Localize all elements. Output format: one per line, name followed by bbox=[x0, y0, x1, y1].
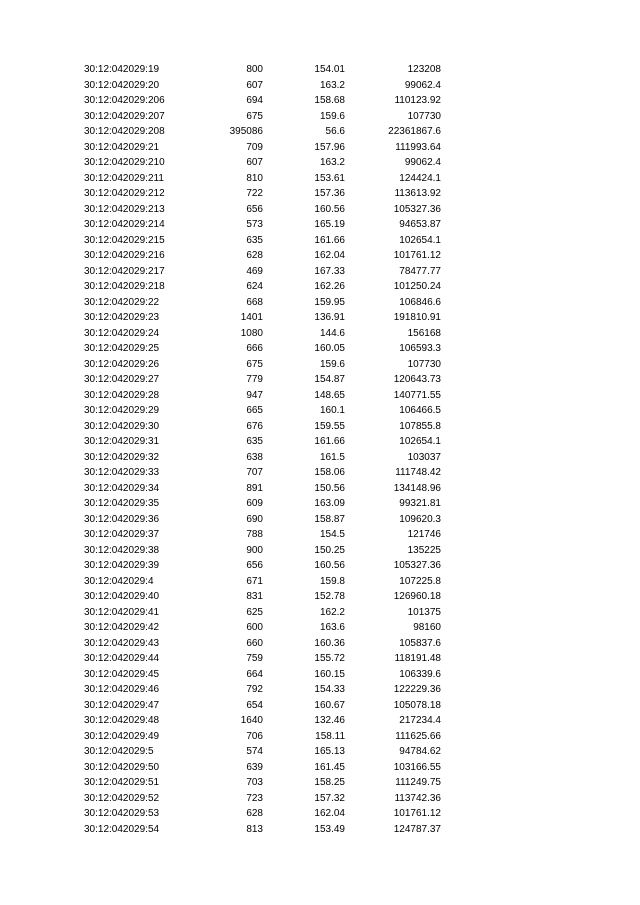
cadastral-number-cell: 30:12:042029:32 bbox=[84, 451, 160, 463]
table-row bbox=[0, 264, 640, 280]
value-b-cell: 157.36 bbox=[314, 188, 345, 199]
value-a-cell: 1640 bbox=[240, 715, 263, 726]
table-row bbox=[0, 636, 640, 652]
cadastral-number-cell: 30:12:042029:19 bbox=[84, 64, 160, 75]
table-row bbox=[0, 419, 640, 435]
cadastral-number-cell: 30:12:042029:50 bbox=[84, 761, 160, 773]
value-b-cell: 167.33 bbox=[314, 265, 345, 277]
value-a-cell: 723 bbox=[246, 792, 263, 804]
value-c-cell: 99062.4 bbox=[404, 157, 441, 168]
cadastral-number-cell: 30:12:042029:37 bbox=[84, 529, 160, 540]
cadastral-number-cell: 30:12:042029:210 bbox=[84, 157, 165, 168]
value-c-cell: 106846.6 bbox=[399, 296, 441, 308]
value-b-cell: 162.26 bbox=[314, 281, 345, 292]
cadastral-number-cell: 30:12:042029:216 bbox=[84, 250, 165, 261]
value-a-cell: 607 bbox=[246, 79, 263, 91]
value-b-cell: 163.2 bbox=[319, 157, 345, 168]
value-a-cell: 668 bbox=[246, 296, 263, 308]
cadastral-number-cell: 30:12:042029:40 bbox=[84, 591, 160, 602]
table-row bbox=[0, 450, 640, 466]
value-c-cell: 134148.96 bbox=[393, 482, 441, 494]
value-b-cell: 160.67 bbox=[314, 699, 345, 711]
cadastral-number-cell: 30:12:042029:217 bbox=[84, 265, 165, 277]
value-b-cell: 150.56 bbox=[314, 482, 345, 494]
value-c-cell: 113742.36 bbox=[394, 792, 441, 804]
value-a-cell: 607 bbox=[246, 157, 263, 168]
value-b-cell: 158.11 bbox=[315, 730, 345, 742]
value-a-cell: 660 bbox=[246, 637, 263, 649]
value-c-cell: 123208 bbox=[407, 64, 441, 75]
cadastral-number-cell: 30:12:042029:22 bbox=[84, 296, 160, 308]
value-c-cell: 22361867.6 bbox=[388, 126, 441, 137]
value-c-cell: 107225.8 bbox=[399, 575, 441, 587]
value-b-cell: 161.66 bbox=[314, 436, 345, 447]
value-c-cell: 124787.37 bbox=[393, 823, 441, 835]
value-c-cell: 106466.5 bbox=[399, 405, 441, 416]
value-c-cell: 126960.18 bbox=[393, 591, 441, 602]
cadastral-number-cell: 30:12:042029:35 bbox=[84, 498, 160, 509]
value-b-cell: 132.46 bbox=[314, 715, 345, 726]
value-a-cell: 706 bbox=[246, 730, 263, 742]
value-a-cell: 707 bbox=[246, 467, 263, 478]
cadastral-number-cell: 30:12:042029:206 bbox=[84, 95, 165, 106]
value-c-cell: 102654.1 bbox=[399, 234, 441, 246]
table-row bbox=[0, 512, 640, 528]
cadastral-number-cell: 30:12:042029:29 bbox=[84, 405, 160, 416]
value-b-cell: 159.95 bbox=[314, 296, 345, 308]
table-row bbox=[0, 465, 640, 481]
value-b-cell: 161.66 bbox=[314, 234, 345, 246]
value-c-cell: 107730 bbox=[407, 358, 441, 370]
table-row bbox=[0, 93, 640, 109]
value-b-cell: 159.6 bbox=[319, 358, 345, 370]
cadastral-number-cell: 30:12:042029:20 bbox=[84, 79, 160, 91]
table-row bbox=[0, 605, 640, 621]
value-c-cell: 101761.12 bbox=[393, 808, 441, 819]
value-a-cell: 638 bbox=[246, 451, 263, 463]
value-a-cell: 666 bbox=[246, 343, 263, 354]
value-b-cell: 162.04 bbox=[314, 250, 345, 261]
value-a-cell: 624 bbox=[246, 281, 263, 292]
table-row bbox=[0, 496, 640, 512]
table-row bbox=[0, 481, 640, 497]
value-b-cell: 158.25 bbox=[314, 777, 345, 788]
table-row bbox=[0, 233, 640, 249]
table-row bbox=[0, 140, 640, 156]
value-c-cell: 105327.36 bbox=[393, 203, 441, 215]
cadastral-number-cell: 30:12:042029:39 bbox=[84, 560, 160, 571]
table-row bbox=[0, 527, 640, 543]
value-c-cell: 140771.55 bbox=[393, 389, 441, 401]
value-b-cell: 163.2 bbox=[319, 79, 345, 91]
cadastral-number-cell: 30:12:042029:51 bbox=[84, 777, 160, 788]
value-a-cell: 891 bbox=[246, 482, 263, 494]
cadastral-number-cell: 30:12:042029:31 bbox=[84, 436, 160, 447]
value-b-cell: 136.91 bbox=[314, 312, 345, 323]
value-b-cell: 154.5 bbox=[319, 529, 345, 540]
value-a-cell: 703 bbox=[246, 777, 263, 788]
value-c-cell: 78477.77 bbox=[399, 265, 441, 277]
value-c-cell: 122229.36 bbox=[393, 684, 441, 695]
value-a-cell: 1401 bbox=[240, 312, 263, 323]
value-c-cell: 111249.75 bbox=[395, 777, 441, 788]
value-c-cell: 111993.64 bbox=[395, 141, 441, 153]
value-c-cell: 106339.6 bbox=[399, 668, 441, 680]
table-row bbox=[0, 775, 640, 791]
value-a-cell: 656 bbox=[246, 560, 263, 571]
value-b-cell: 160.56 bbox=[314, 203, 345, 215]
cadastral-number-cell: 30:12:042029:24 bbox=[84, 327, 160, 339]
value-b-cell: 56.6 bbox=[325, 126, 345, 137]
table-row bbox=[0, 388, 640, 404]
table-row bbox=[0, 295, 640, 311]
value-a-cell: 722 bbox=[246, 188, 263, 199]
table-row bbox=[0, 326, 640, 342]
table-row bbox=[0, 620, 640, 636]
value-c-cell: 106593.3 bbox=[399, 343, 441, 354]
value-a-cell: 628 bbox=[246, 250, 263, 261]
table-row bbox=[0, 171, 640, 187]
cadastral-number-cell: 30:12:042029:53 bbox=[84, 808, 160, 819]
value-a-cell: 831 bbox=[246, 591, 263, 602]
cadastral-number-cell: 30:12:042029:42 bbox=[84, 622, 160, 633]
data-table bbox=[0, 62, 640, 837]
table-row bbox=[0, 62, 640, 78]
value-a-cell: 635 bbox=[246, 234, 263, 246]
value-a-cell: 574 bbox=[246, 746, 263, 757]
value-a-cell: 800 bbox=[246, 64, 263, 75]
cadastral-number-cell: 30:12:042029:214 bbox=[84, 219, 165, 230]
value-b-cell: 161.45 bbox=[314, 761, 345, 773]
value-c-cell: 113613.92 bbox=[394, 188, 441, 199]
value-c-cell: 109620.3 bbox=[399, 513, 441, 525]
value-a-cell: 1080 bbox=[240, 327, 263, 339]
table-row bbox=[0, 822, 640, 838]
value-a-cell: 628 bbox=[246, 808, 263, 819]
table-row bbox=[0, 806, 640, 822]
value-a-cell: 656 bbox=[246, 203, 263, 215]
table-row bbox=[0, 217, 640, 233]
cadastral-number-cell: 30:12:042029:49 bbox=[84, 730, 160, 742]
value-b-cell: 159.8 bbox=[319, 575, 345, 587]
cadastral-number-cell: 30:12:042029:38 bbox=[84, 544, 160, 556]
value-b-cell: 160.56 bbox=[314, 560, 345, 571]
cadastral-number-cell: 30:12:042029:211 bbox=[84, 172, 164, 184]
value-a-cell: 609 bbox=[246, 498, 263, 509]
table-row bbox=[0, 310, 640, 326]
value-c-cell: 111748.42 bbox=[395, 467, 441, 478]
value-c-cell: 110123.92 bbox=[394, 95, 441, 106]
cadastral-number-cell: 30:12:042029:45 bbox=[84, 668, 160, 680]
value-a-cell: 664 bbox=[246, 668, 263, 680]
value-b-cell: 154.33 bbox=[314, 684, 345, 695]
cadastral-number-cell: 30:12:042029:54 bbox=[84, 823, 160, 835]
value-b-cell: 165.13 bbox=[314, 746, 345, 757]
value-a-cell: 779 bbox=[246, 374, 263, 385]
value-c-cell: 101250.24 bbox=[393, 281, 441, 292]
value-a-cell: 469 bbox=[246, 265, 263, 277]
value-c-cell: 102654.1 bbox=[399, 436, 441, 447]
value-b-cell: 163.09 bbox=[314, 498, 345, 509]
table-row bbox=[0, 543, 640, 559]
value-a-cell: 676 bbox=[246, 420, 263, 432]
table-row bbox=[0, 667, 640, 683]
table-row bbox=[0, 109, 640, 125]
table-row bbox=[0, 760, 640, 776]
cadastral-number-cell: 30:12:042029:46 bbox=[84, 684, 160, 695]
cadastral-number-cell: 30:12:042029:218 bbox=[84, 281, 165, 292]
value-b-cell: 160.36 bbox=[314, 637, 345, 649]
value-c-cell: 103037 bbox=[407, 451, 441, 463]
value-a-cell: 690 bbox=[246, 513, 263, 525]
value-c-cell: 94784.62 bbox=[399, 746, 441, 757]
cadastral-number-cell: 30:12:042029:33 bbox=[84, 467, 160, 478]
table-row bbox=[0, 589, 640, 605]
cadastral-number-cell: 30:12:042029:207 bbox=[84, 110, 165, 122]
value-a-cell: 654 bbox=[246, 699, 263, 711]
table-row bbox=[0, 279, 640, 295]
cadastral-number-cell: 30:12:042029:48 bbox=[84, 715, 160, 726]
value-a-cell: 600 bbox=[246, 622, 263, 633]
value-b-cell: 152.78 bbox=[314, 591, 345, 602]
cadastral-number-cell: 30:12:042029:5 bbox=[84, 746, 154, 757]
cadastral-number-cell: 30:12:042029:25 bbox=[84, 343, 160, 354]
cadastral-number-cell: 30:12:042029:208 bbox=[84, 126, 165, 137]
table-row bbox=[0, 186, 640, 202]
table-row bbox=[0, 713, 640, 729]
value-b-cell: 153.61 bbox=[314, 172, 345, 184]
value-b-cell: 160.1 bbox=[319, 405, 345, 416]
value-a-cell: 573 bbox=[246, 219, 263, 230]
value-c-cell: 105327.36 bbox=[393, 560, 441, 571]
value-b-cell: 162.04 bbox=[314, 808, 345, 819]
value-c-cell: 105078.18 bbox=[393, 699, 441, 711]
value-a-cell: 792 bbox=[246, 684, 263, 695]
table-row bbox=[0, 403, 640, 419]
value-c-cell: 99321.81 bbox=[399, 498, 441, 509]
value-b-cell: 160.15 bbox=[314, 668, 345, 680]
table-row bbox=[0, 434, 640, 450]
value-a-cell: 639 bbox=[246, 761, 263, 773]
value-c-cell: 120643.73 bbox=[393, 374, 441, 385]
value-b-cell: 157.96 bbox=[314, 141, 345, 153]
value-b-cell: 148.65 bbox=[314, 389, 345, 401]
table-row bbox=[0, 202, 640, 218]
cadastral-number-cell: 30:12:042029:41 bbox=[84, 606, 160, 618]
value-b-cell: 162.2 bbox=[319, 606, 345, 618]
cadastral-number-cell: 30:12:042029:212 bbox=[84, 188, 165, 199]
value-c-cell: 107730 bbox=[407, 110, 441, 122]
table-row bbox=[0, 248, 640, 264]
table-row bbox=[0, 78, 640, 94]
value-c-cell: 101375 bbox=[407, 606, 441, 618]
cadastral-number-cell: 30:12:042029:215 bbox=[84, 234, 165, 246]
value-a-cell: 947 bbox=[246, 389, 263, 401]
value-c-cell: 156168 bbox=[407, 327, 441, 339]
value-a-cell: 625 bbox=[246, 606, 263, 618]
cadastral-number-cell: 30:12:042029:30 bbox=[84, 420, 160, 432]
value-b-cell: 160.05 bbox=[314, 343, 345, 354]
table-row bbox=[0, 558, 640, 574]
cadastral-number-cell: 30:12:042029:4 bbox=[84, 575, 154, 587]
value-a-cell: 671 bbox=[246, 575, 263, 587]
value-c-cell: 101761.12 bbox=[393, 250, 441, 261]
value-b-cell: 158.68 bbox=[314, 95, 345, 106]
cadastral-number-cell: 30:12:042029:34 bbox=[84, 482, 160, 494]
cadastral-number-cell: 30:12:042029:213 bbox=[84, 203, 165, 215]
value-c-cell: 94653.87 bbox=[399, 219, 441, 230]
cadastral-number-cell: 30:12:042029:26 bbox=[84, 358, 160, 370]
table-row bbox=[0, 682, 640, 698]
value-c-cell: 217234.4 bbox=[399, 715, 441, 726]
value-a-cell: 635 bbox=[246, 436, 263, 447]
table-row bbox=[0, 155, 640, 171]
value-b-cell: 153.49 bbox=[314, 823, 345, 835]
value-b-cell: 158.06 bbox=[314, 467, 345, 478]
value-a-cell: 675 bbox=[246, 110, 263, 122]
value-c-cell: 124424.1 bbox=[399, 172, 441, 184]
value-a-cell: 694 bbox=[246, 95, 263, 106]
value-c-cell: 107855.8 bbox=[399, 420, 441, 432]
table-row bbox=[0, 372, 640, 388]
value-c-cell: 111625.66 bbox=[395, 730, 441, 742]
value-b-cell: 165.19 bbox=[314, 219, 345, 230]
value-b-cell: 155.72 bbox=[314, 653, 345, 664]
value-a-cell: 810 bbox=[246, 172, 263, 184]
value-b-cell: 158.87 bbox=[314, 513, 345, 525]
value-a-cell: 709 bbox=[246, 141, 263, 153]
cadastral-number-cell: 30:12:042029:27 bbox=[84, 374, 160, 385]
value-b-cell: 157.32 bbox=[314, 792, 345, 804]
value-c-cell: 98160 bbox=[413, 622, 441, 633]
value-c-cell: 121746 bbox=[407, 529, 441, 540]
table-row bbox=[0, 341, 640, 357]
cadastral-number-cell: 30:12:042029:43 bbox=[84, 637, 160, 649]
cadastral-number-cell: 30:12:042029:28 bbox=[84, 389, 160, 401]
table-row bbox=[0, 791, 640, 807]
value-b-cell: 159.55 bbox=[314, 420, 345, 432]
value-a-cell: 395086 bbox=[229, 126, 263, 137]
value-b-cell: 150.25 bbox=[314, 544, 345, 556]
value-b-cell: 154.01 bbox=[314, 64, 345, 75]
value-a-cell: 788 bbox=[246, 529, 263, 540]
value-c-cell: 191810.91 bbox=[393, 312, 441, 323]
value-c-cell: 105837.6 bbox=[399, 637, 441, 649]
value-a-cell: 813 bbox=[246, 823, 263, 835]
table-row bbox=[0, 744, 640, 760]
table-row bbox=[0, 729, 640, 745]
table-row bbox=[0, 124, 640, 140]
value-a-cell: 759 bbox=[246, 653, 263, 664]
value-b-cell: 144.6 bbox=[319, 327, 345, 339]
table-row bbox=[0, 574, 640, 590]
value-b-cell: 163.6 bbox=[319, 622, 345, 633]
value-b-cell: 159.6 bbox=[319, 110, 345, 122]
value-c-cell: 118191.48 bbox=[394, 653, 441, 664]
cadastral-number-cell: 30:12:042029:21 bbox=[84, 141, 160, 153]
cadastral-number-cell: 30:12:042029:44 bbox=[84, 653, 160, 664]
cadastral-number-cell: 30:12:042029:23 bbox=[84, 312, 160, 323]
value-a-cell: 665 bbox=[246, 405, 263, 416]
value-a-cell: 675 bbox=[246, 358, 263, 370]
cadastral-number-cell: 30:12:042029:52 bbox=[84, 792, 160, 804]
cadastral-number-cell: 30:12:042029:36 bbox=[84, 513, 160, 525]
value-c-cell: 103166.55 bbox=[393, 761, 441, 773]
value-a-cell: 900 bbox=[246, 544, 263, 556]
table-row bbox=[0, 651, 640, 667]
cadastral-number-cell: 30:12:042029:47 bbox=[84, 699, 160, 711]
value-b-cell: 161.5 bbox=[319, 451, 345, 463]
value-c-cell: 99062.4 bbox=[404, 79, 441, 91]
table-row bbox=[0, 698, 640, 714]
value-b-cell: 154.87 bbox=[314, 374, 345, 385]
table-row bbox=[0, 357, 640, 373]
value-c-cell: 135225 bbox=[407, 544, 441, 556]
